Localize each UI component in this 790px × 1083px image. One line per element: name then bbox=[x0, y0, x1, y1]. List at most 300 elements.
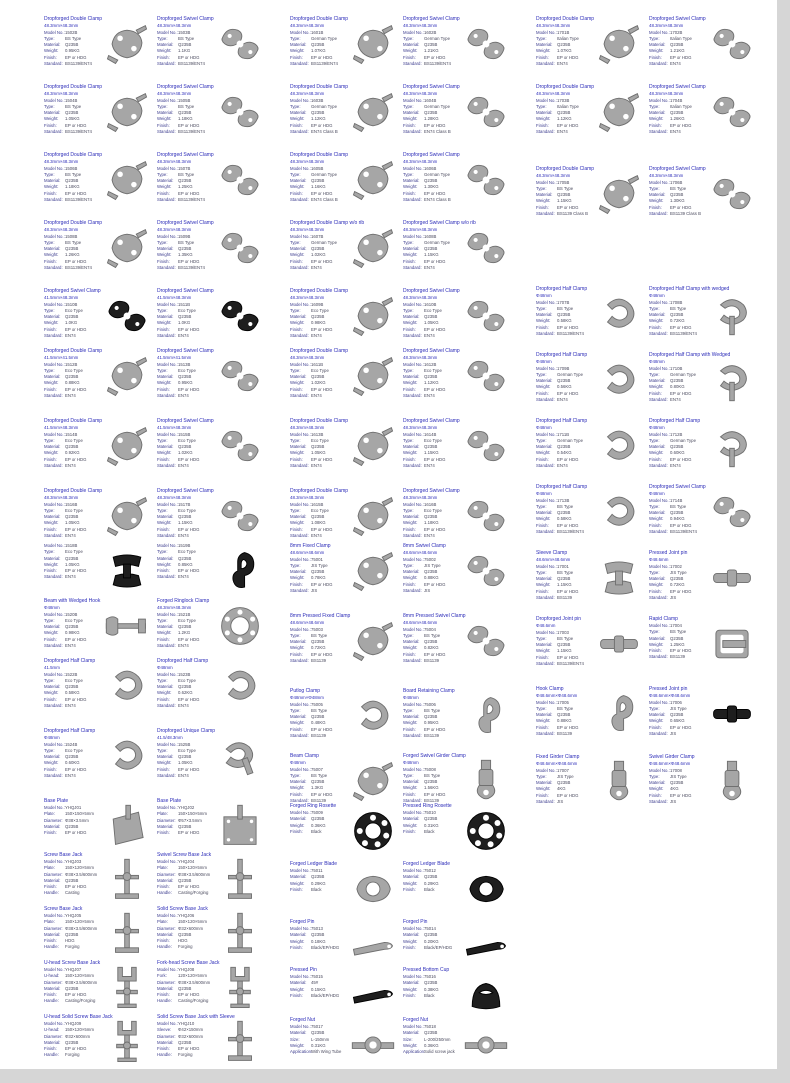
product-title[interactable]: Dropforged Half Clamp with Wedged bbox=[649, 352, 731, 358]
product-card[interactable] bbox=[157, 543, 266, 598]
product-card[interactable] bbox=[44, 488, 153, 543]
product-card[interactable] bbox=[649, 550, 758, 616]
dropforged-double-clamp-w-o-rib-photo[interactable] bbox=[350, 224, 396, 272]
product-title[interactable]: Dropforged Swivel Clamp bbox=[649, 166, 706, 172]
product-card[interactable] bbox=[649, 16, 758, 84]
fork-head-screw-base-jack-photo[interactable] bbox=[217, 964, 263, 1012]
spec-label: Weight: bbox=[403, 48, 418, 54]
product-title[interactable]: Pressed Bottom Cup bbox=[403, 967, 450, 973]
product-title[interactable]: Forged Nut bbox=[290, 1017, 316, 1023]
spec-label: Type: bbox=[44, 367, 55, 373]
product-title[interactable]: Dropforged Double Clamp bbox=[536, 16, 595, 22]
product-size: 48.3mm×48.3mm bbox=[290, 159, 325, 164]
dropforged-joint-pin-photo[interactable] bbox=[596, 620, 642, 668]
dropforged-swivel-clamp-photo[interactable] bbox=[709, 20, 755, 68]
pressed-ring-rosette-photo[interactable] bbox=[463, 807, 509, 855]
beam-clamp-photo[interactable] bbox=[350, 757, 396, 803]
dropforged-double-clamp-photo[interactable] bbox=[104, 352, 150, 400]
spec-line bbox=[157, 830, 217, 836]
spec-label: Finish: bbox=[290, 886, 303, 892]
product-card[interactable] bbox=[403, 613, 512, 688]
product-title[interactable]: Dropforged Swivel Clamp bbox=[157, 418, 214, 424]
product-card[interactable] bbox=[157, 598, 266, 658]
product-title[interactable]: Dropforged Double Clamp w/o rib bbox=[290, 220, 365, 226]
product-card[interactable] bbox=[403, 688, 512, 753]
dropforged-half-clamp-with-wedged-photo[interactable] bbox=[709, 356, 755, 404]
spec-value: Q235B bbox=[670, 510, 684, 516]
product-title[interactable]: Dropforged Swivel Clamp bbox=[649, 84, 706, 90]
8mm-pressed-fixed-clamp-photo[interactable] bbox=[350, 617, 396, 665]
product-card[interactable] bbox=[290, 84, 399, 152]
product-title[interactable]: Dropforged Double Clamp bbox=[290, 16, 349, 22]
product-card[interactable] bbox=[290, 967, 399, 1017]
product-title[interactable]: Dropforged Double Clamp bbox=[536, 84, 595, 90]
product-card[interactable] bbox=[649, 754, 758, 822]
dropforged-double-clamp-photo[interactable] bbox=[104, 492, 150, 540]
dropforged-double-clamp-photo[interactable] bbox=[596, 20, 642, 68]
product-title[interactable]: Dropforged Half Clamp bbox=[536, 418, 588, 424]
product-card[interactable] bbox=[403, 488, 512, 543]
product-title[interactable]: Dropforged Swivel Clamp bbox=[157, 348, 214, 354]
product-card[interactable] bbox=[403, 288, 512, 348]
product-card[interactable] bbox=[44, 220, 153, 288]
spec-value: 150×120×5mm bbox=[65, 865, 94, 871]
pressed-pin-photo[interactable] bbox=[350, 971, 396, 1017]
dropforged-half-clamp-photo[interactable] bbox=[709, 422, 755, 470]
dropforged-swivel-clamp-photo[interactable] bbox=[709, 88, 755, 136]
dropforged-swivel-clamp-photo[interactable] bbox=[104, 292, 150, 340]
dropforged-half-clamp-photo[interactable] bbox=[596, 488, 642, 536]
dropforged-half-clamp-photo[interactable] bbox=[596, 290, 642, 338]
swivel-girder-clamp-photo[interactable] bbox=[709, 758, 755, 806]
rapid-clamp-photo[interactable] bbox=[709, 620, 755, 668]
8mm-fixed-clamp-photo[interactable] bbox=[350, 547, 396, 595]
forged-ledger-blade-photo[interactable] bbox=[350, 865, 396, 913]
pressed-joint-pin-photo[interactable] bbox=[709, 554, 755, 602]
product-title[interactable]: Dropforged Swivel Clamp bbox=[157, 152, 214, 158]
product-title[interactable]: Dropforged Swivel Clamp bbox=[403, 84, 460, 90]
dropforged-swivel-clamp-photo[interactable] bbox=[217, 224, 263, 272]
dropforged-swivel-clamp-photo[interactable] bbox=[463, 20, 509, 68]
dropforged-double-clamp-photo[interactable] bbox=[350, 20, 396, 68]
spec-label: Finish: bbox=[44, 526, 57, 532]
spec-value: 17002 bbox=[670, 563, 682, 569]
product-title[interactable]: Dropforged Swivel Clamp bbox=[157, 488, 214, 494]
product-title[interactable]: Dropforged Half Clamp bbox=[157, 658, 209, 664]
product-title[interactable]: Forged Ledger Blade bbox=[403, 861, 450, 867]
screw-base-jack-photo[interactable] bbox=[104, 910, 150, 958]
product-card[interactable] bbox=[44, 598, 153, 658]
product-card[interactable] bbox=[536, 84, 645, 152]
spec-label: Model No.: bbox=[157, 543, 178, 548]
product-title[interactable]: Forged Nut bbox=[403, 1017, 429, 1023]
product-title[interactable]: Dropforged Double Clamp bbox=[44, 84, 103, 90]
product-title[interactable]: Rapid Clamp bbox=[649, 616, 678, 622]
dropforged-double-clamp-photo[interactable] bbox=[350, 352, 396, 400]
product-card[interactable] bbox=[403, 84, 512, 152]
fixed-girder-clamp-photo[interactable] bbox=[596, 758, 642, 806]
dropforged-swivel-clamp-photo[interactable] bbox=[217, 156, 263, 204]
product-card[interactable] bbox=[290, 288, 399, 348]
dropforged-double-clamp-photo[interactable] bbox=[104, 88, 150, 136]
dropforged-swivel-clamp-photo[interactable] bbox=[217, 292, 263, 340]
pressed-joint-pin-photo[interactable] bbox=[709, 690, 755, 738]
product-title[interactable]: Dropforged Swivel Clamp bbox=[403, 288, 460, 294]
product-title[interactable]: Swivel Screw Base Jack bbox=[157, 852, 212, 858]
product-title[interactable]: Putlog Clamp bbox=[290, 688, 321, 694]
product-title[interactable]: Dropforged Double Clamp bbox=[44, 152, 103, 158]
product-title[interactable]: Dropforged Double Clamp bbox=[290, 488, 349, 494]
dropforged-double-clamp-photo[interactable] bbox=[350, 292, 396, 340]
product-title[interactable]: Dropforged Swivel Clamp bbox=[649, 16, 706, 22]
8mm-swivel-clamp-photo[interactable] bbox=[463, 547, 509, 595]
dropforged-swivel-clamp-photo[interactable] bbox=[217, 88, 263, 136]
product-card[interactable] bbox=[44, 543, 153, 598]
dropforged-double-clamp-photo[interactable] bbox=[104, 156, 150, 204]
product-title[interactable]: Dropforged Double Clamp bbox=[44, 348, 103, 354]
swivel-screw-base-jack-photo[interactable] bbox=[217, 856, 263, 904]
product-title[interactable]: Forged Ring Rosette bbox=[290, 803, 337, 809]
product-title[interactable]: Dropforged Half Clamp bbox=[536, 484, 588, 490]
product-card[interactable] bbox=[157, 906, 266, 960]
product-title[interactable]: Dropforged Swivel Clamp bbox=[157, 288, 214, 294]
product-card[interactable] bbox=[157, 728, 266, 798]
dropforged-double-clamp-photo[interactable] bbox=[350, 156, 396, 204]
product-card[interactable] bbox=[649, 418, 758, 484]
product-card[interactable] bbox=[536, 754, 645, 822]
product-card[interactable] bbox=[403, 543, 512, 613]
spec-label: Type: bbox=[157, 239, 168, 245]
spec-line bbox=[44, 830, 104, 836]
dropforged-half-clamp-photo[interactable] bbox=[596, 356, 642, 404]
product-title[interactable]: Pressed Joint pin bbox=[649, 686, 688, 692]
product-title[interactable]: Dropforged Swivel Clamp bbox=[403, 488, 460, 494]
dropforged-swivel-clamp-photo[interactable] bbox=[709, 170, 755, 218]
u-head-screw-base-jack-photo[interactable] bbox=[104, 964, 150, 1012]
forged-ringlock-clamp-photo[interactable] bbox=[217, 602, 263, 650]
product-card[interactable] bbox=[403, 861, 512, 919]
product-card[interactable] bbox=[44, 728, 153, 798]
product-card[interactable] bbox=[157, 418, 266, 488]
spec-label: Type: bbox=[403, 562, 414, 568]
forged-pin-photo[interactable] bbox=[350, 923, 396, 967]
forged-nut-photo[interactable] bbox=[350, 1021, 396, 1069]
dropforged-half-clamp-photo[interactable] bbox=[596, 422, 642, 470]
product-title[interactable]: Dropforged Double Clamp bbox=[290, 348, 349, 354]
product-card[interactable] bbox=[403, 1017, 512, 1072]
product-card[interactable] bbox=[290, 688, 399, 753]
product-title[interactable]: Forged Ringlock Clamp bbox=[157, 598, 210, 604]
product-title[interactable]: Dropforged Half Clamp bbox=[44, 658, 96, 664]
product-card[interactable] bbox=[157, 84, 266, 152]
product-card[interactable] bbox=[649, 686, 758, 754]
product-title[interactable]: Dropforged Double Clamp bbox=[290, 84, 349, 90]
hook-photo[interactable] bbox=[217, 547, 263, 595]
product-card[interactable] bbox=[44, 348, 153, 418]
product-card[interactable] bbox=[44, 906, 153, 960]
product-card[interactable] bbox=[403, 418, 512, 488]
spec-line bbox=[536, 799, 596, 805]
product-title[interactable]: 8mm Swivel Clamp bbox=[403, 543, 446, 549]
product-title[interactable]: Dropforged Swivel Clamp bbox=[157, 16, 214, 22]
dropforged-swivel-clamp-photo[interactable] bbox=[217, 422, 263, 470]
product-title[interactable]: U-head Solid Screw Base Jack bbox=[44, 1014, 113, 1020]
product-card[interactable] bbox=[157, 1014, 266, 1068]
solid-screw-base-jack-with-sleeve-photo[interactable] bbox=[217, 1018, 263, 1066]
product-title[interactable]: Dropforged Swivel Clamp bbox=[403, 348, 460, 354]
solid-screw-base-jack-photo[interactable] bbox=[217, 910, 263, 958]
product-title[interactable]: Pressed Pin bbox=[290, 967, 317, 973]
product-card[interactable] bbox=[157, 152, 266, 220]
product-title[interactable]: Dropforged Double Clamp bbox=[44, 488, 103, 494]
product-card[interactable] bbox=[44, 16, 153, 84]
spec-label: Type: bbox=[157, 171, 168, 177]
product-title[interactable]: Solid Screw Base Jack with Sleeve bbox=[157, 1014, 235, 1020]
product-card[interactable] bbox=[44, 84, 153, 152]
spec-value: 1.05KG bbox=[311, 450, 326, 456]
product-card[interactable] bbox=[290, 803, 399, 861]
product-card[interactable] bbox=[290, 16, 399, 84]
dropforged-half-clamp-photo[interactable] bbox=[104, 662, 150, 710]
product-card[interactable] bbox=[536, 484, 645, 550]
product-card[interactable] bbox=[44, 852, 153, 906]
product-card[interactable] bbox=[44, 288, 153, 348]
product-card[interactable] bbox=[290, 418, 399, 488]
product-title[interactable]: Base Plate bbox=[44, 798, 69, 804]
product-card[interactable] bbox=[290, 861, 399, 919]
product-card[interactable] bbox=[290, 543, 399, 613]
base-plate-photo[interactable] bbox=[217, 802, 263, 850]
product-title[interactable]: Hook Clamp bbox=[536, 686, 564, 692]
spec-label: Finish: bbox=[536, 654, 549, 660]
product-card[interactable] bbox=[403, 220, 512, 288]
product-card[interactable] bbox=[290, 919, 399, 967]
product-title[interactable]: Swivel Girder Clamp bbox=[649, 754, 695, 760]
product-title[interactable]: Sleeve Clamp bbox=[536, 550, 568, 556]
product-card[interactable] bbox=[536, 286, 645, 352]
product-title[interactable]: Dropforged Swivel Clamp w/o rib bbox=[403, 220, 476, 226]
beam-with-wedged-hook-photo[interactable] bbox=[104, 602, 150, 650]
product-card[interactable] bbox=[649, 616, 758, 686]
product-title[interactable]: Pressed Ring Rosette bbox=[403, 803, 452, 809]
product-title[interactable]: Dropforged Double Clamp bbox=[290, 152, 349, 158]
product-card[interactable] bbox=[403, 803, 512, 861]
dropforged-swivel-clamp-photo[interactable] bbox=[463, 292, 509, 340]
product-card[interactable] bbox=[157, 348, 266, 418]
screw-base-jack-photo[interactable] bbox=[104, 856, 150, 904]
product-title[interactable]: Forged Ledger Blade bbox=[290, 861, 337, 867]
pressed-bottom-cup-photo[interactable] bbox=[463, 971, 509, 1017]
product-card[interactable] bbox=[290, 613, 399, 688]
dropforged-double-clamp-photo[interactable] bbox=[350, 422, 396, 470]
product-title[interactable]: Screw Base Jack bbox=[44, 906, 83, 912]
product-title[interactable]: Beam Clamp bbox=[290, 753, 319, 759]
product-title[interactable]: Dropforged Swivel Clamp bbox=[157, 84, 214, 90]
product-card[interactable] bbox=[403, 16, 512, 84]
product-title[interactable]: Dropforged Swivel Clamp bbox=[403, 152, 460, 158]
product-card[interactable] bbox=[403, 967, 512, 1017]
product-title[interactable]: Dropforged Double Clamp bbox=[44, 220, 103, 226]
product-card[interactable] bbox=[290, 488, 399, 543]
product-card[interactable] bbox=[536, 418, 645, 484]
product-card[interactable] bbox=[290, 220, 399, 288]
product-title[interactable]: Board Retaining Clamp bbox=[403, 688, 455, 694]
product-title[interactable]: Dropforged Half Clamp bbox=[536, 286, 588, 292]
dropforged-swivel-clamp-w-o-rib-photo[interactable] bbox=[463, 224, 509, 272]
spec-label: Model No.: bbox=[44, 361, 65, 367]
product-title[interactable]: Screw Base Jack bbox=[44, 852, 83, 858]
product-title[interactable]: Dropforged Double Clamp bbox=[44, 16, 103, 22]
product-card[interactable] bbox=[403, 753, 512, 803]
spec-label: Model No.: bbox=[157, 501, 178, 507]
forged-ring-rosette-photo[interactable] bbox=[350, 807, 396, 855]
spec-value: 1.15KG bbox=[424, 252, 439, 258]
dropforged-swivel-clamp-photo[interactable] bbox=[463, 88, 509, 136]
product-title[interactable]: Dropforged Swivel Clamp bbox=[157, 220, 214, 226]
product-title[interactable]: Dropforged Double Clamp bbox=[290, 418, 349, 424]
product-card[interactable] bbox=[44, 152, 153, 220]
product-card[interactable] bbox=[536, 550, 645, 616]
product-card[interactable] bbox=[290, 1017, 399, 1072]
product-card[interactable] bbox=[157, 488, 266, 543]
product-title[interactable]: Forged Swivel Girder Clamp bbox=[403, 753, 466, 759]
product-title[interactable]: Dropforged Double Clamp bbox=[290, 288, 349, 294]
product-card[interactable] bbox=[536, 16, 645, 84]
spec-label: Model No.: bbox=[157, 913, 178, 918]
product-title[interactable]: Dropforged Swivel Clamp bbox=[403, 418, 460, 424]
product-card[interactable] bbox=[649, 352, 758, 418]
putlog-clamp-photo[interactable] bbox=[350, 692, 396, 740]
dropforged-swivel-clamp-photo[interactable] bbox=[217, 20, 263, 68]
product-card[interactable] bbox=[44, 658, 153, 728]
dropforged-half-clamp-photo[interactable] bbox=[217, 662, 263, 710]
base-plate-photo[interactable] bbox=[104, 802, 150, 850]
spec-line bbox=[44, 773, 104, 779]
product-card[interactable] bbox=[44, 798, 153, 852]
product-card[interactable] bbox=[44, 960, 153, 1014]
dropforged-double-clamp-photo[interactable] bbox=[104, 422, 150, 470]
spec-line bbox=[44, 703, 104, 709]
dropforged-swivel-clamp-photo[interactable] bbox=[463, 422, 509, 470]
spec-label: Type: bbox=[649, 35, 660, 41]
product-card[interactable] bbox=[157, 960, 266, 1014]
product-title[interactable]: Dropforged Double Clamp bbox=[536, 166, 595, 172]
sleeve-photo[interactable] bbox=[104, 547, 150, 595]
product-title[interactable]: 8mm Pressed Fixed Clamp bbox=[290, 613, 351, 619]
product-title[interactable]: Beam with Wedged Hook bbox=[44, 598, 101, 604]
spec-label: Material: bbox=[290, 639, 307, 645]
dropforged-swivel-clamp-photo[interactable] bbox=[463, 156, 509, 204]
8mm-pressed-swivel-clamp-photo[interactable] bbox=[463, 617, 509, 665]
product-row-middle-4 bbox=[290, 220, 512, 288]
product-card[interactable] bbox=[157, 220, 266, 288]
spec-label: Standard: bbox=[290, 532, 309, 538]
product-card[interactable] bbox=[157, 288, 266, 348]
product-title[interactable]: U-head Screw Base Jack bbox=[44, 960, 101, 966]
product-card[interactable] bbox=[536, 352, 645, 418]
product-title[interactable]: Dropforged Double Clamp bbox=[44, 418, 103, 424]
dropforged-swivel-clamp-photo[interactable] bbox=[463, 492, 509, 540]
spec-label: Standard: bbox=[536, 660, 555, 666]
product-card[interactable] bbox=[290, 348, 399, 418]
product-card[interactable] bbox=[536, 686, 645, 754]
product-title[interactable]: 8mm Pressed Swivel Clamp bbox=[403, 613, 466, 619]
product-title[interactable]: Forged Pin bbox=[290, 919, 315, 925]
product-card[interactable] bbox=[290, 753, 399, 803]
board-retaining-clamp-photo[interactable] bbox=[463, 692, 509, 740]
product-card[interactable] bbox=[157, 798, 266, 852]
product-card[interactable] bbox=[649, 484, 758, 550]
hook-clamp-photo[interactable] bbox=[596, 690, 642, 738]
product-card[interactable] bbox=[536, 616, 645, 686]
product-title[interactable]: Dropforged Half Clamp bbox=[44, 728, 96, 734]
product-card[interactable] bbox=[649, 84, 758, 152]
product-title[interactable]: Dropforged Half Clamp bbox=[649, 418, 701, 424]
dropforged-swivel-clamp-photo[interactable] bbox=[217, 352, 263, 400]
product-title[interactable]: Dropforged Swivel Clamp bbox=[403, 16, 460, 22]
product-title[interactable]: 8mm Fixed Clamp bbox=[290, 543, 331, 549]
product-card[interactable] bbox=[649, 166, 758, 236]
spec-value: EN74 bbox=[178, 642, 189, 648]
product-title[interactable]: Dropforged Unique Clamp bbox=[157, 728, 216, 734]
dropforged-double-clamp-photo[interactable] bbox=[104, 20, 150, 68]
forged-ledger-blade-photo[interactable] bbox=[463, 865, 509, 913]
u-head-solid-screw-base-jack-photo[interactable] bbox=[104, 1018, 150, 1066]
spec-label: Model No.: bbox=[403, 766, 424, 772]
dropforged-swivel-clamp-photo[interactable] bbox=[709, 488, 755, 536]
dropforged-double-clamp-photo[interactable] bbox=[596, 170, 642, 218]
dropforged-half-clamp-with-wedged-photo[interactable] bbox=[709, 290, 755, 338]
product-card[interactable] bbox=[649, 286, 758, 352]
product-card[interactable] bbox=[157, 16, 266, 84]
product-card[interactable] bbox=[44, 1014, 153, 1068]
product-card[interactable] bbox=[157, 658, 266, 728]
product-card[interactable] bbox=[536, 166, 645, 236]
dropforged-half-clamp-photo[interactable] bbox=[104, 732, 150, 780]
forged-swivel-girder-clamp-photo[interactable] bbox=[463, 757, 509, 803]
dropforged-double-clamp-photo[interactable] bbox=[350, 88, 396, 136]
product-card[interactable] bbox=[290, 152, 399, 220]
product-card[interactable] bbox=[403, 348, 512, 418]
product-card[interactable] bbox=[157, 852, 266, 906]
spec-line bbox=[44, 129, 104, 135]
product-card[interactable] bbox=[403, 919, 512, 967]
dropforged-double-clamp-photo[interactable] bbox=[596, 88, 642, 136]
dropforged-swivel-clamp-photo[interactable] bbox=[463, 352, 509, 400]
product-title[interactable]: Base Plate bbox=[157, 798, 182, 804]
spec-line bbox=[290, 129, 350, 135]
forged-nut-photo[interactable] bbox=[463, 1021, 509, 1069]
product-title[interactable]: Fork-head Screw Base Jack bbox=[157, 960, 220, 966]
product-title[interactable]: Dropforged Swivel Clamp bbox=[44, 288, 101, 294]
product-card[interactable] bbox=[44, 418, 153, 488]
sleeve-clamp-photo[interactable] bbox=[596, 554, 642, 602]
product-title[interactable]: Fixed Girder Clamp bbox=[536, 754, 580, 760]
product-title[interactable]: Forged Pin bbox=[403, 919, 428, 925]
product-title[interactable]: Dropforged Swivel Clamp bbox=[649, 484, 706, 490]
product-title[interactable]: Dropforged Half Clamp bbox=[536, 352, 588, 358]
product-title[interactable]: Pressed Joint pin bbox=[649, 550, 688, 556]
forged-pin-photo[interactable] bbox=[463, 923, 509, 967]
product-title[interactable]: Dropforged Half Clamp with wedged bbox=[649, 286, 730, 292]
dropforged-swivel-clamp-photo[interactable] bbox=[217, 492, 263, 540]
product-card[interactable] bbox=[403, 152, 512, 220]
dropforged-double-clamp-photo[interactable] bbox=[104, 224, 150, 272]
dropforged-unique-clamp-photo[interactable] bbox=[217, 732, 263, 780]
product-title[interactable]: Dropforged Joint pin bbox=[536, 616, 582, 622]
product-title[interactable]: Solid Screw Base Jack bbox=[157, 906, 208, 912]
dropforged-double-clamp-photo[interactable] bbox=[350, 492, 396, 540]
